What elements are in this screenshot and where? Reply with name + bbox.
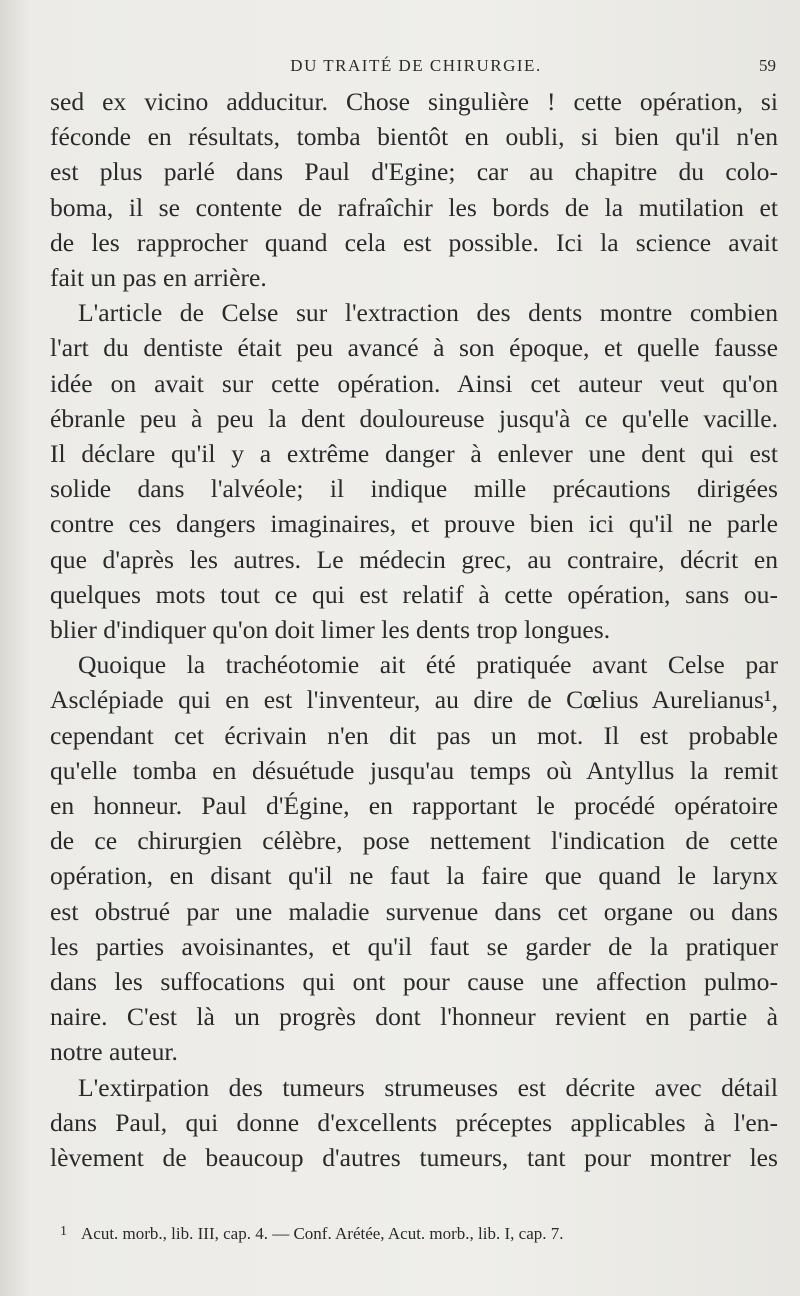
text-line: contre ces dangers imaginaires, et prouve bien ici qu'il ne parle: [50, 509, 778, 539]
text-line: les parties avoisinantes, et qu'il faut se garder de la pratiquer: [50, 931, 778, 961]
text-line: blier d'indiquer qu'on doit limer les dents trop longues.: [50, 615, 611, 645]
text-line: dans les suffocations qui ont pour cause une affection pulmo-: [50, 967, 778, 997]
text-line: idée on avait sur cette opération. Ainsi cet auteur veut qu'on: [50, 368, 778, 398]
text-line: qu'elle tomba en désuétude jusqu'au temps où Antyllus la remit: [50, 755, 778, 785]
paragraph-4: [50, 1070, 778, 1176]
text-line: L'article de Celse sur l'extraction des dents montre combien: [78, 298, 778, 328]
text-line: de les rapprocher quand cela est possible. Ici la science avait: [50, 227, 778, 257]
text-line: L'extirpation des tumeurs strumeuses est décrite avec détail: [78, 1072, 778, 1102]
text-line: lèvement de beaucoup d'autres tumeurs, tant pour montrer les: [50, 1143, 778, 1173]
text-line: féconde en résultats, tomba bientôt en oubli, si bien qu'il n'en: [50, 122, 778, 152]
text-line: Asclépiade qui en est l'inventeur, au dire de Cœlius Aurelianus¹,: [50, 685, 778, 715]
text-line: en honneur. Paul d'Égine, en rapportant le procédé opératoire: [50, 791, 778, 821]
text-line: quelques mots tout ce qui est relatif à cette opération, sans ou-: [50, 579, 778, 609]
text-line: naire. C'est là un progrès dont l'honneur revient en partie à: [50, 1002, 778, 1032]
text-line: opération, en disant qu'il ne faut la faire que quand le larynx: [50, 861, 778, 891]
footnote: [60, 1221, 780, 1245]
text-line: solide dans l'alvéole; il indique mille précautions dirigées: [50, 474, 778, 504]
text-line: boma, il se contente de rafraîchir les bords de la mutilation et: [50, 192, 778, 222]
text-line: Il déclare qu'il y a extrême danger à enlever une dent qui est: [50, 439, 778, 469]
running-header: [56, 56, 776, 86]
body-text: [50, 84, 778, 1175]
footnote-mark: 1: [60, 1224, 67, 1239]
text-line: que d'après les autres. Le médecin grec, au contraire, décrit en: [50, 544, 778, 574]
text-line: dans Paul, qui donne d'excellents préceptes applicables à l'en-: [50, 1107, 778, 1137]
paragraph-1: [50, 84, 778, 295]
text-line: fait un pas en arrière.: [50, 263, 267, 293]
page-number: 59: [759, 56, 776, 75]
running-title: DU TRAITÉ DE CHIRURGIE.: [290, 56, 542, 75]
text-line: l'art du dentiste était peu avancé à son époque, et quelle fausse: [50, 333, 778, 363]
text-line: Quoique la trachéotomie ait été pratiquée avant Celse par: [78, 650, 778, 680]
paragraph-2: [50, 295, 778, 647]
footnote-text: Acut. morb., lib. III, cap. 4. — Conf. Arétée, Acut. morb., lib. I, cap. 7.: [81, 1224, 564, 1243]
text-line: sed ex vicino adducitur. Chose singulière ! cette opération, si: [50, 87, 778, 116]
text-line: cependant cet écrivain n'en dit pas un mot. Il est probable: [50, 720, 778, 750]
text-line: ébranle peu à peu la dent douloureuse jusqu'à ce qu'elle vacille.: [50, 403, 778, 433]
paragraph-3: [50, 647, 778, 1069]
text-line: est obstrué par une maladie survenue dans cet organe ou dans: [50, 896, 778, 926]
text-line: de ce chirurgien célèbre, pose nettement l'indication de cette: [50, 826, 778, 856]
text-line: notre auteur.: [50, 1037, 178, 1067]
text-line: est plus parlé dans Paul d'Egine; car au chapitre du colo-: [50, 157, 778, 187]
